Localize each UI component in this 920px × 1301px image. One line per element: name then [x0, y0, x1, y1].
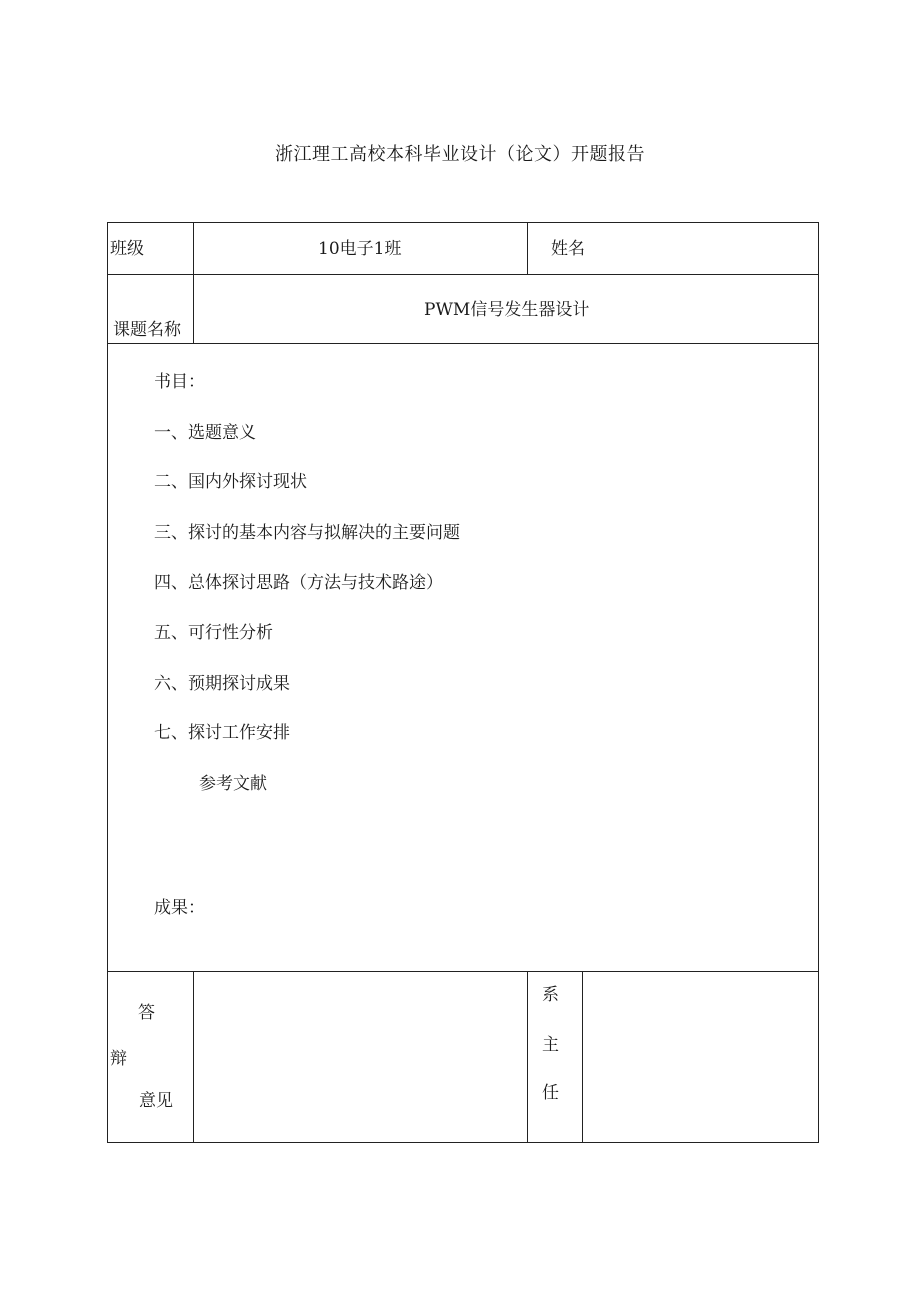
table-row-divider — [107, 274, 819, 275]
page-title: 浙江理工高校本科毕业设计（论文）开题报告 — [275, 144, 645, 165]
table-column-divider — [193, 971, 194, 1142]
outline-item: 三、探讨的基本内容与拟解决的主要问题 — [154, 523, 460, 543]
outline-item: 一、选题意义 — [154, 423, 256, 443]
references-heading: 参考文献 — [199, 774, 267, 794]
table-row-divider — [107, 343, 819, 344]
defense-opinion-label: 辩 — [110, 1049, 127, 1069]
table-column-divider — [527, 971, 528, 1142]
outline-item: 二、国内外探讨现状 — [154, 472, 307, 492]
results-label: 成果： — [154, 898, 205, 918]
class-value: 10电子1班 — [318, 239, 402, 259]
defense-opinion-label: 意见 — [139, 1091, 173, 1111]
outline-item: 六、预期探讨成果 — [154, 674, 290, 694]
dept-head-label: 主 — [542, 1035, 559, 1055]
topic-value: PWM信号发生器设计 — [424, 300, 590, 320]
defense-opinion-label: 答 — [138, 1003, 155, 1023]
table-row-divider — [107, 971, 819, 972]
dept-head-label: 任 — [542, 1083, 559, 1103]
outline-item: 七、探讨工作安排 — [154, 723, 290, 743]
table-column-divider — [582, 971, 583, 1142]
table-column-divider — [527, 222, 528, 274]
dept-head-field[interactable] — [584, 973, 817, 1141]
name-label: 姓名 — [551, 239, 585, 259]
class-label: 班级 — [110, 239, 144, 259]
dept-head-label: 系 — [542, 985, 559, 1005]
topic-label: 课题名称 — [113, 320, 181, 340]
name-value[interactable] — [620, 241, 800, 258]
outline-heading: 书目： — [154, 372, 205, 392]
defense-opinion-field[interactable] — [195, 973, 525, 1141]
table-column-divider — [193, 222, 194, 343]
outline-item: 四、总体探讨思路（方法与技术路途） — [154, 573, 443, 593]
outline-item: 五、可行性分析 — [154, 623, 273, 643]
